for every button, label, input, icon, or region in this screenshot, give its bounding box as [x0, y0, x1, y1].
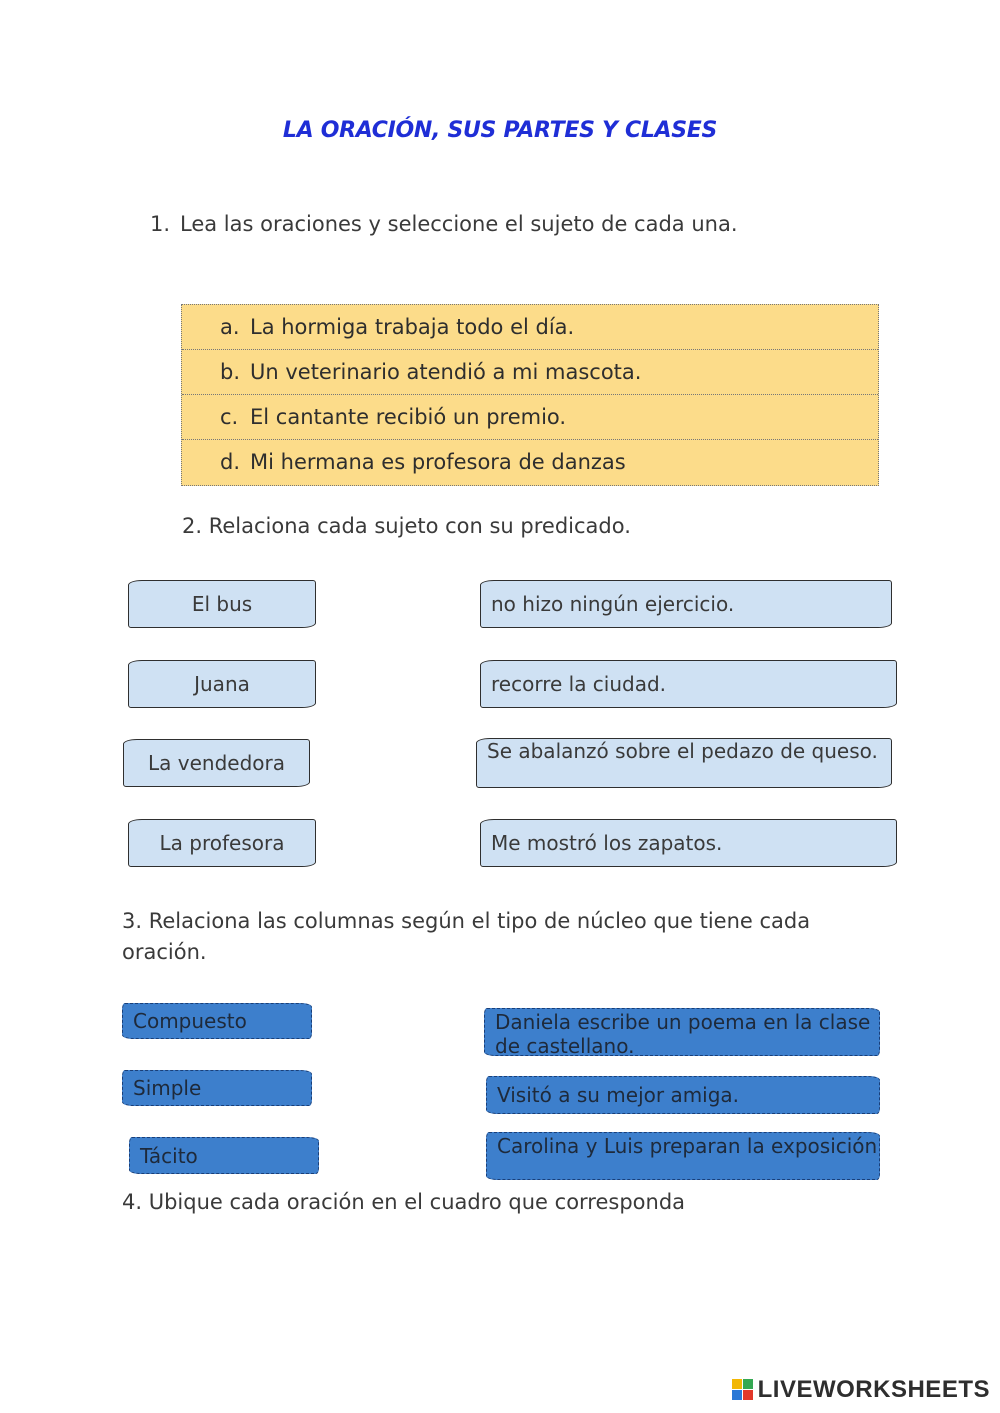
- subject-box[interactable]: El bus: [128, 580, 316, 628]
- question-1-text: Lea las oraciones y seleccione el sujeto de cada una.: [180, 212, 738, 236]
- sentence-box[interactable]: Daniela escribe un poema en la clase de castellano.: [484, 1008, 880, 1056]
- page-title: LA ORACIÓN, SUS PARTES Y CLASES: [282, 118, 718, 143]
- predicate-box[interactable]: Se abalanzó sobre el pedazo de queso.: [476, 738, 892, 788]
- liveworksheets-logo: [732, 1375, 990, 1405]
- question-1: [150, 212, 738, 236]
- row-text[interactable]: El cantante recibió un premio.: [250, 405, 567, 429]
- question-1-number: 1.: [150, 212, 171, 236]
- sentence-box[interactable]: Visitó a su mejor amiga.: [486, 1076, 880, 1114]
- subject-box[interactable]: La vendedora: [123, 739, 310, 787]
- row-letter: a.: [220, 315, 240, 339]
- logo-blocks-icon: [732, 1379, 754, 1401]
- predicate-box[interactable]: no hizo ningún ejercicio.: [480, 580, 892, 628]
- question-2: 2. Relaciona cada sujeto con su predicado.: [182, 514, 631, 538]
- subject-box[interactable]: La profesora: [128, 819, 316, 867]
- sentence-box[interactable]: Carolina y Luis preparan la exposición: [486, 1132, 880, 1180]
- type-box[interactable]: Compuesto: [122, 1003, 312, 1039]
- sentence-table: [181, 304, 879, 486]
- row-letter: c.: [220, 405, 239, 429]
- question-3: 3. Relaciona las columnas según el tipo de núcleo que tiene cada oración.: [122, 909, 811, 964]
- sentence-row[interactable]: [182, 350, 878, 395]
- predicate-box[interactable]: Me mostró los zapatos.: [480, 819, 897, 867]
- type-box[interactable]: Simple: [122, 1070, 312, 1106]
- row-text[interactable]: La hormiga trabaja todo el día.: [250, 315, 575, 339]
- sentence-row[interactable]: [182, 440, 878, 485]
- sentence-row[interactable]: [182, 395, 878, 440]
- logo-text: LIVEWORKSHEETS: [757, 1376, 990, 1403]
- row-letter: d.: [220, 450, 241, 474]
- question-4: 4. Ubique cada oración en el cuadro que corresponda: [122, 1190, 686, 1214]
- sentence-row[interactable]: [182, 305, 878, 350]
- subject-box[interactable]: Juana: [128, 660, 316, 708]
- row-letter: b.: [220, 360, 241, 384]
- type-box[interactable]: Tácito: [129, 1137, 319, 1174]
- row-text[interactable]: Un veterinario atendió a mi mascota.: [250, 360, 642, 384]
- predicate-box[interactable]: recorre la ciudad.: [480, 660, 897, 708]
- row-text[interactable]: Mi hermana es profesora de danzas: [250, 450, 626, 474]
